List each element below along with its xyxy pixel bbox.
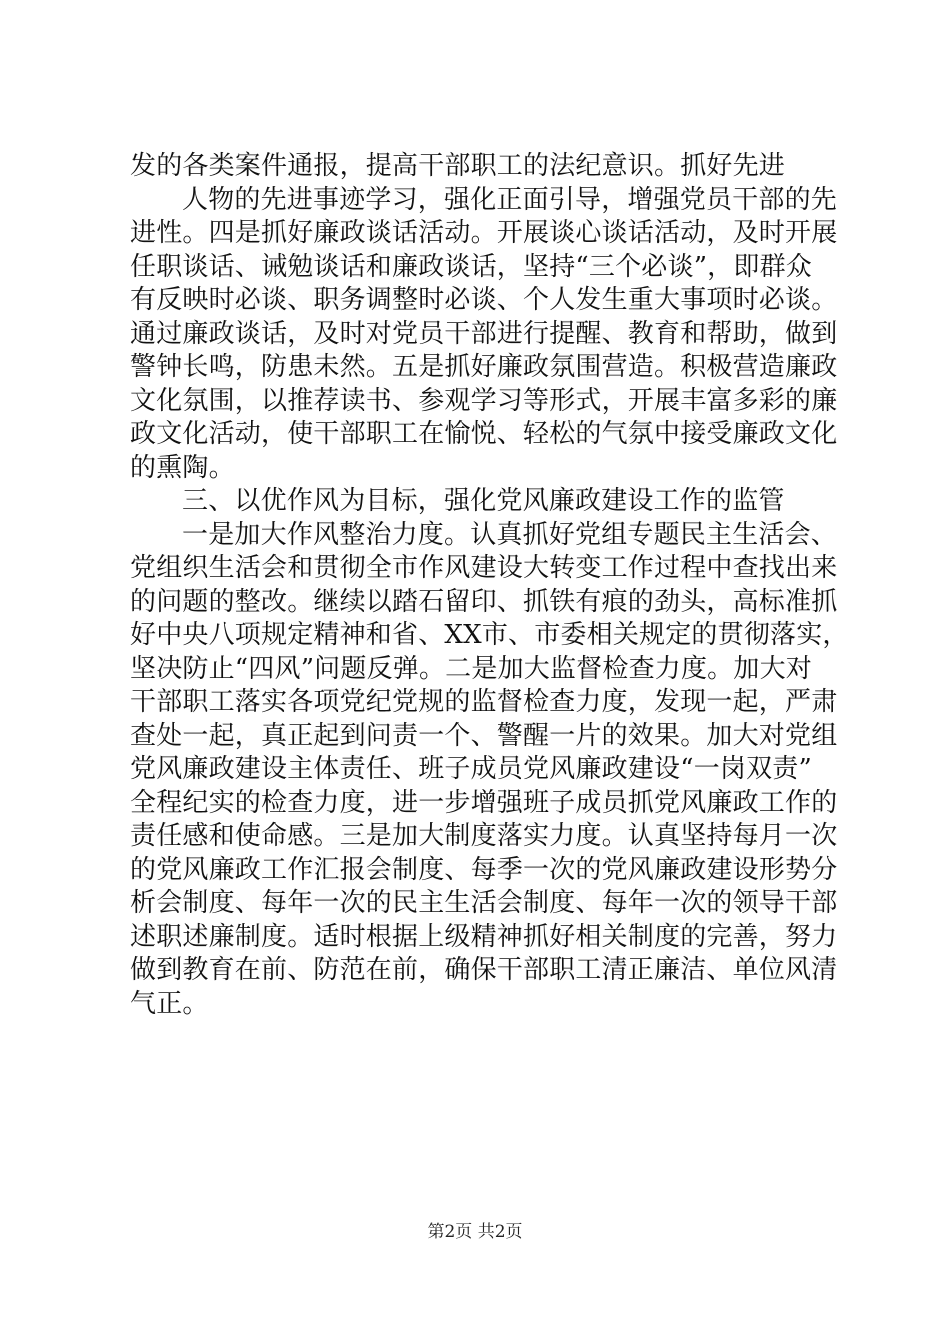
text-line: 全程纪实的检查力度，进一步增强班子成员抓党风廉政工作的 xyxy=(130,787,838,818)
text-line: 一是加大作风整治力度。认真抓好党组专题民主生活会、 xyxy=(182,519,838,550)
text-line: 人物的先进事迹学习，强化正面引导，增强党员干部的先 xyxy=(182,184,838,215)
text-line: 的党风廉政工作汇报会制度、每季一次的党风廉政建设形势分 xyxy=(130,854,838,885)
text-line: 述职述廉制度。适时根据上级精神抓好相关制度的完善，努力 xyxy=(130,921,838,952)
text-line: 文化氛围，以推荐读书、参观学习等形式，开展丰富多彩的廉 xyxy=(130,385,838,416)
text-line: 析会制度、每年一次的民主生活会制度、每年一次的领导干部 xyxy=(130,888,838,918)
page-footer xyxy=(0,1217,950,1242)
text-line: 好中央八项规定精神和省、XX市、市委相关规定的贯彻落实， xyxy=(130,620,849,650)
text-line: 的熏陶。 xyxy=(130,452,235,483)
text-line: 党组织生活会和贯彻全市作风建设大转变工作过程中查找出来 xyxy=(130,553,838,583)
text-line: 责任感和使命感。三是加大制度落实力度。认真坚持每月一次 xyxy=(130,821,838,851)
text-line: 进性。四是抓好廉政谈话活动。开展谈心谈话活动，及时开展 xyxy=(130,218,838,248)
text-line: 通过廉政谈话，及时对党员干部进行提醒、教育和帮助，做到 xyxy=(130,318,838,349)
text-line: 发的各类案件通报，提高干部职工的法纪意识。抓好先进 xyxy=(130,151,786,181)
text-line: 干部职工落实各项党纪党规的监督检查力度，发现一起，严肃 xyxy=(130,687,838,717)
text-line: 警钟长鸣，防患未然。五是抓好廉政氛围营造。积极营造廉政 xyxy=(130,352,838,382)
text-line: 党风廉政建设主体责任、班子成员党风廉政建设“一岗双责” xyxy=(130,754,812,784)
page-number-label: 第2页 共2页 xyxy=(427,1222,523,1242)
text-line: 气正。 xyxy=(130,988,209,1019)
text-line: 任职谈话、诫勉谈话和廉政谈话，坚持“三个必谈”，即群众 xyxy=(130,251,812,282)
document-body xyxy=(130,150,849,1021)
text-line: 坚决防止“四风”问题反弹。二是加大监督检查力度。加大对 xyxy=(130,653,812,684)
text-line: 的问题的整改。继续以踏石留印、抓铁有痕的劲头，高标准抓 xyxy=(130,586,838,617)
text-line: 查处一起，真正起到问责一个、警醒一片的效果。加大对党组 xyxy=(130,720,838,751)
text-line: 有反映时必谈、职务调整时必谈、个人发生重大事项时必谈。 xyxy=(130,285,838,315)
text-line: 做到教育在前、防范在前，确保干部职工清正廉洁、单位风清 xyxy=(130,955,838,985)
text-line: 三、以优作风为目标，强化党风廉政建设工作的监管 xyxy=(182,486,785,516)
text-line: 政文化活动，使干部职工在愉悦、轻松的气氛中接受廉政文化 xyxy=(130,419,838,449)
